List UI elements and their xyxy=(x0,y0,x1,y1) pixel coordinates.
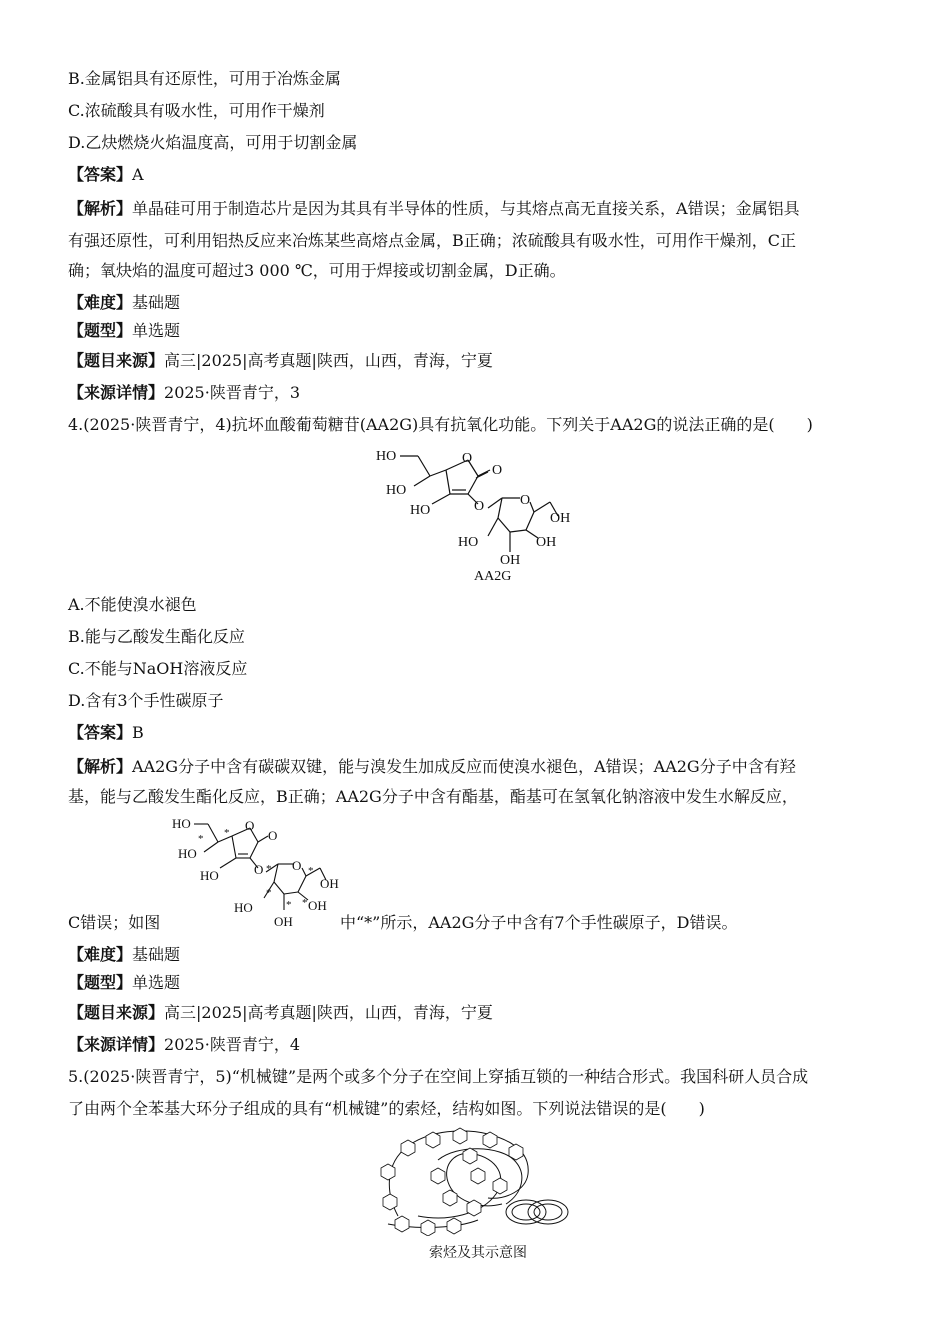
q4-option-c: C.不能与NaOH溶液反应 xyxy=(68,659,248,678)
q4-option-b: B.能与乙酸发生酯化反应 xyxy=(68,627,245,646)
mol-link-oxygen: O xyxy=(474,499,485,514)
chiral-star-4: * xyxy=(308,865,314,877)
chiral-pyran-oxygen: O xyxy=(292,858,302,873)
answer-label: 【答案】 xyxy=(68,723,133,742)
mol-pyran-oxygen: O xyxy=(520,493,531,508)
analysis-text: 单晶硅可用于制造芯片是因为其具有半导体的性质，与其熔点高无直接关系，A错误；金属铝具 xyxy=(132,199,800,218)
q3-difficulty xyxy=(68,292,180,314)
answer-label: 【答案】 xyxy=(68,165,133,184)
type-value: 单选题 xyxy=(132,973,181,992)
q3-option-d: D.乙炔燃烧火焰温度高，可用于切割金属 xyxy=(68,133,358,152)
chiral-carbonyl-oxygen: O xyxy=(268,828,278,843)
chiral-ho-3: HO xyxy=(200,868,219,883)
q3-type xyxy=(68,320,180,342)
q4-type xyxy=(68,972,180,994)
difficulty-label: 【难度】 xyxy=(68,945,133,964)
type-label: 【题型】 xyxy=(68,973,133,992)
type-label: 【题型】 xyxy=(68,321,133,340)
chiral-link-oxygen: O xyxy=(254,862,264,877)
q4-option-d: D.含有3个手性碳原子 xyxy=(68,691,224,710)
source-value: 高三|2025|高考真题|陕西，山西，青海，宁夏 xyxy=(164,351,493,370)
mol-oh-2: OH xyxy=(536,535,557,550)
chiral-oh-2: OH xyxy=(308,898,327,913)
q4-analysis-line1 xyxy=(68,756,796,778)
q4-stem: 4.(2025·陕晋青宁，4)抗坏血酸葡萄糖苷(AA2G)具有抗氧化功能。下列关于AA2G的说法正确的是( ) xyxy=(68,415,813,434)
answer-value: B xyxy=(132,723,144,742)
mol-ho-4: HO xyxy=(458,535,479,550)
chiral-oh-1: OH xyxy=(320,876,339,891)
q3-option-b: B.金属铝具有还原性，可用于冶炼金属 xyxy=(68,69,341,88)
mol-oh-1: OH xyxy=(550,511,571,526)
q4-source xyxy=(68,1002,493,1024)
source-value: 高三|2025|高考真题|陕西，山西，青海，宁夏 xyxy=(164,1003,493,1022)
q4-analysis-line3b: 中“*”所示，AA2G分子中含有7个手性碳原子，D错误。 xyxy=(340,913,738,932)
chiral-star-7: * xyxy=(286,899,292,911)
catenane-structure xyxy=(378,1124,578,1236)
q3-source xyxy=(68,350,493,372)
difficulty-label: 【难度】 xyxy=(68,293,133,312)
q5-stem-line2: 了由两个全苯基大环分子组成的具有“机械键”的索烃，结构如图。下列说法错误的是( ) xyxy=(68,1099,705,1118)
q3-option-c: C.浓硫酸具有吸水性，可用作干燥剂 xyxy=(68,101,325,120)
difficulty-value: 基础题 xyxy=(132,945,181,964)
q4-analysis-line3a: C错误；如图 xyxy=(68,913,161,932)
q3-analysis-line3: 确；氧炔焰的温度可超过3 000 ℃，可用于焊接或切割金属，D正确。 xyxy=(68,261,566,280)
chiral-star-3: * xyxy=(266,863,272,875)
analysis-label: 【解析】 xyxy=(68,757,133,776)
source-label: 【题目来源】 xyxy=(68,1003,165,1022)
type-value: 单选题 xyxy=(132,321,181,340)
detail-label: 【来源详情】 xyxy=(68,1035,165,1054)
chiral-star-5: * xyxy=(302,897,308,909)
q3-source-detail xyxy=(68,382,300,404)
chiral-star-2: * xyxy=(224,827,230,839)
mol-ho-2: HO xyxy=(386,483,407,498)
mol-ho-1: HO xyxy=(376,449,397,464)
chiral-ho-4: HO xyxy=(234,900,253,915)
detail-value: 2025·陕晋青宁，4 xyxy=(164,1035,301,1054)
chiral-ho-1: HO xyxy=(172,816,191,831)
analysis-label: 【解析】 xyxy=(68,199,133,218)
q5-stem-line1: 5.(2025·陕晋青宁，5)“机械键”是两个或多个分子在空间上穿插互锁的一种结合形式。我国科研人员合成 xyxy=(68,1067,809,1086)
chiral-star-1: * xyxy=(198,833,204,845)
mol-carbonyl-oxygen: O xyxy=(492,463,503,478)
mol-oh-3: OH xyxy=(500,553,521,568)
q4-difficulty xyxy=(68,944,180,966)
q4-source-detail xyxy=(68,1034,300,1056)
source-label: 【题目来源】 xyxy=(68,351,165,370)
q4-analysis-line2: 基，能与乙酸发生酯化反应，B正确；AA2G分子中含有酯基，酯基可在氢氧化钠溶液中发生水解反应， xyxy=(68,787,798,806)
q3-analysis-line2: 有强还原性，可利用铝热反应来冶炼某些高熔点金属，B正确；浓硫酸具有吸水性，可用作干燥剂，C正 xyxy=(68,231,797,250)
q4-answer xyxy=(68,722,144,744)
figure-caption-catenane: 索烃及其示意图 xyxy=(429,1245,527,1261)
figure-caption-aa2g: AA2G xyxy=(474,569,512,584)
difficulty-value: 基础题 xyxy=(132,293,181,312)
analysis-text: AA2G分子中含有碳碳双键，能与溴发生加成反应而使溴水褪色，A错误；AA2G分子中含有羟 xyxy=(132,757,796,776)
chiral-star-6: * xyxy=(266,887,272,899)
q3-answer xyxy=(68,164,144,186)
detail-label: 【来源详情】 xyxy=(68,383,165,402)
chiral-ring-oxygen: O xyxy=(245,818,255,833)
chiral-ho-2: HO xyxy=(178,846,197,861)
aa2g-structure xyxy=(370,440,580,590)
mol-ho-3: HO xyxy=(410,503,431,518)
detail-value: 2025·陕晋青宁，3 xyxy=(164,383,301,402)
q3-analysis-line1 xyxy=(68,198,800,220)
chiral-oh-3: OH xyxy=(274,914,293,929)
mol-ring-oxygen: O xyxy=(462,451,473,466)
answer-value: A xyxy=(132,165,144,184)
q4-option-a: A.不能使溴水褪色 xyxy=(68,595,197,614)
aa2g-chiral-structure xyxy=(168,812,348,932)
